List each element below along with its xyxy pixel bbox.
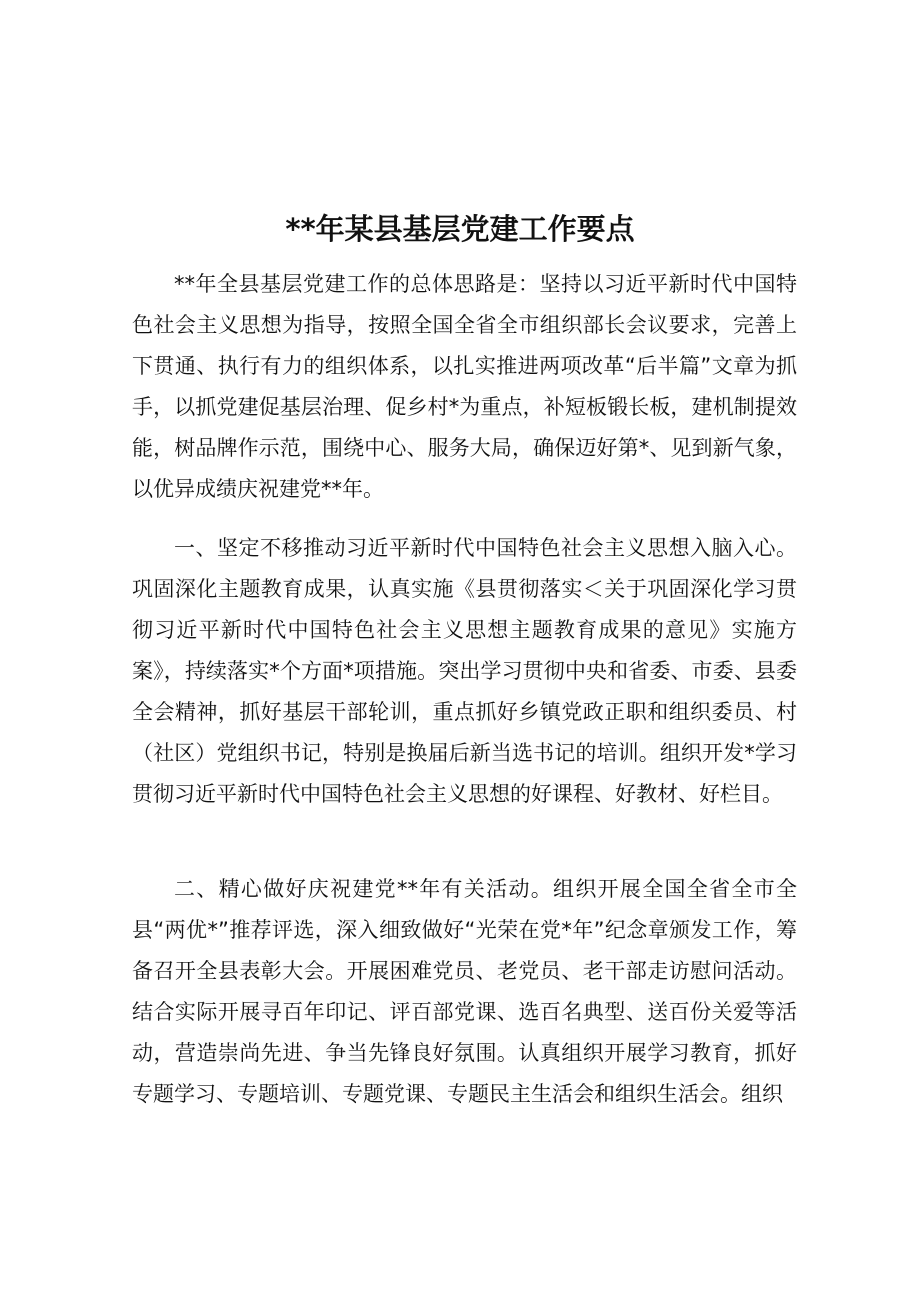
paragraph-section-two: 二、精心做好庆祝建党**年有关活动。组织开展全国全省全市全县“两优*”推荐评选，深入细致做好“光荣在党*年”纪念章颁发工作，筹备召开全县表彰大会。开展困难党员、老党员、老干部走访慰问活动。结合实际开展寻百年印记、评百部党课、选百名典型、送百份关爱等活动，营造崇尚先进、争当先锋良好氛围。认真组织开展学习教育，抓好专题学习、专题培训、专题党课、专题民主生活会和组织生活会。组织	[132, 877, 797, 1106]
paragraph-section-one: 一、坚定不移推动习近平新时代中国特色社会主义思想入脑入心。巩固深化主题教育成果，认真实施《县贯彻落实＜关于巩固深化学习贯彻习近平新时代中国特色社会主义思想主题教育成果的意见》实施方案》，持续落实*个方面*项措施。突出学习贯彻中央和省委、市委、县委全会精神，抓好基层干部轮训，重点抓好乡镇党政正职和组织委员、村（社区）党组织书记，特别是换届后新当选书记的培训。组织开发*学习贯彻习近平新时代中国特色社会主义思想的好课程、好教材、好栏目。	[132, 536, 797, 806]
paragraph-overview: **年全县基层党建工作的总体思路是：坚持以习近平新时代中国特色社会主义思想为指导，按照全国全省全市组织部长会议要求，完善上下贯通、执行有力的组织体系，以扎实推进两项改革“后半篇”文章为抓手，以抓党建促基层治理、促乡村*为重点，补短板锻长板，建机制提效能，树品牌作示范，围绕中心、服务大局，确保迈好第*、见到新气象，以优异成绩庆祝建党**年。	[132, 272, 797, 501]
document-title: **年某县基层党建工作要点	[285, 212, 635, 246]
